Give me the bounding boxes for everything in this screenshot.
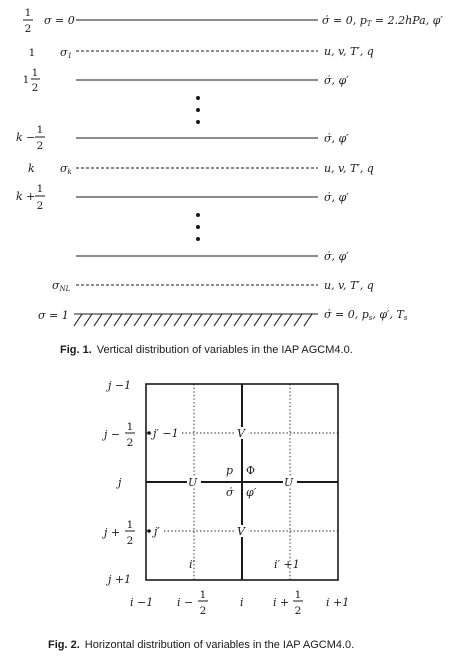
fig2-col-iph-den: 2 — [294, 605, 302, 617]
fig1-row-1half — [23, 67, 350, 94]
fig2-row-jm1: j −1 — [108, 379, 132, 392]
fig2-col-iph: i + — [273, 596, 290, 609]
fig1-half-vars: σ̇, φ′ — [324, 74, 349, 87]
fig1-full-vars: u, v, T′, q — [324, 45, 374, 58]
fig1-k-minus-num: 1 — [36, 124, 44, 136]
fig1-half-top-num: 1 — [24, 7, 32, 19]
fig1-caption: Fig. 1. Vertical distribution of variables in the IAP AGCM4.0. — [60, 344, 353, 356]
fig2-phiprime: φ′ — [246, 486, 257, 499]
fig2-col-im1: i −1 — [130, 596, 154, 609]
fig1-level-1-label: 1 — [28, 47, 36, 59]
fig2-col-imh: i − — [177, 596, 194, 609]
fig2-tick-dot — [147, 529, 151, 533]
fig2-iprime: i′ — [189, 558, 196, 571]
fig2-sigdot: σ̇ — [226, 486, 234, 499]
fig2-col-imh-den: 2 — [199, 605, 207, 617]
fig1-one-and-half-den: 2 — [31, 82, 39, 94]
fig1-row-k — [28, 162, 374, 176]
fig1-ellipsis-upper — [196, 96, 200, 124]
fig1-row-nl — [52, 279, 374, 293]
figure-1-vertical-distribution — [16, 7, 443, 356]
fig2-col-iph-num: 1 — [294, 589, 302, 601]
fig2-col-i: i — [240, 596, 244, 609]
fig1-top-right-label: σ̇ = 0, pT = 2.2hPa, φ′ — [322, 14, 443, 28]
fig1-k-plus-num: 1 — [36, 183, 44, 195]
fig1-one-and-half-whole: 1 — [22, 74, 30, 86]
fig2-V-bottom: V — [237, 525, 245, 538]
fig2-row-jmh: j − — [104, 428, 121, 441]
fig1-k-plus-label: k + — [16, 190, 36, 203]
fig2-V-top: V — [237, 427, 245, 440]
fig2-tick-dot — [147, 431, 151, 435]
fig2-caption: Fig. 2. Horizontal distribution of variables in the IAP AGCM4.0. — [48, 639, 355, 651]
fig1-row-k-minus-half — [16, 124, 349, 152]
fig1-bottom-right-label: σ̇ = 0, ps, φ′, Ts — [324, 308, 408, 322]
fig1-k-minus-den: 2 — [36, 140, 44, 152]
fig1-sigma-k: σk — [60, 162, 72, 176]
fig2-U-left: U — [188, 476, 198, 489]
fig2-row-j: j — [118, 476, 122, 489]
fig1-row-top — [23, 7, 443, 35]
fig2-Phi: Φ — [246, 464, 256, 477]
fig1-row-k-plus-half — [16, 183, 349, 212]
fig2-col-ip1: i +1 — [326, 596, 350, 609]
fig1-row-nl-minus-half — [76, 250, 349, 263]
fig1-half-vars: σ̇, φ′ — [324, 132, 349, 145]
fig2-row-jp1: j +1 — [108, 573, 132, 586]
fig1-sigma-top: σ = 0 — [44, 14, 75, 27]
fig1-one-and-half-num: 1 — [31, 67, 39, 79]
fig1-half-vars: σ̇, φ′ — [324, 191, 349, 204]
fig2-row-jph: j + — [104, 526, 121, 539]
fig2-row-jmh-num: 1 — [126, 421, 134, 433]
fig1-half-top-den: 2 — [24, 23, 32, 35]
fig1-row-1 — [29, 45, 374, 60]
fig2-U-right: U — [284, 476, 294, 489]
fig2-iprime-plus-1: i′ +1 — [274, 558, 300, 571]
fig2-p: p — [226, 464, 234, 477]
fig1-sigma-1: σ1 — [60, 46, 72, 60]
fig1-full-vars: u, v, T′, q — [324, 162, 374, 175]
fig1-full-vars: u, v, T′, q — [324, 279, 374, 292]
fig1-ellipsis-lower — [196, 213, 200, 241]
fig2-jprime: j′ — [154, 525, 160, 538]
fig2-row-jph-num: 1 — [126, 519, 134, 531]
figure-2-horizontal-distribution — [48, 379, 354, 651]
fig2-jprime-minus-1: j′ −1 — [153, 427, 179, 440]
fig1-k-label: k — [28, 162, 35, 175]
fig1-row-ground — [38, 308, 408, 326]
fig2-row-jmh-den: 2 — [126, 437, 134, 449]
fig1-k-minus-label: k − — [16, 131, 36, 144]
fig2-row-jph-den: 2 — [126, 535, 134, 547]
fig1-sigma-bottom: σ = 1 — [38, 309, 69, 322]
fig1-k-plus-den: 2 — [36, 200, 44, 212]
fig1-ground-hatching — [74, 314, 312, 326]
fig2-col-imh-num: 1 — [199, 589, 207, 601]
fig1-sigma-nl: σNL — [52, 279, 71, 293]
fig1-half-vars: σ̇, φ′ — [324, 250, 349, 263]
